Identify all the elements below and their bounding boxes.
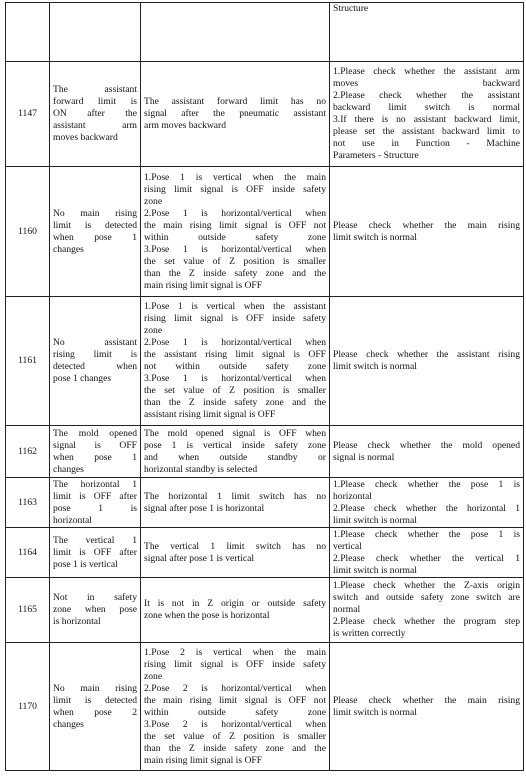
alarm-solution-line: normal [333, 604, 361, 615]
alarm-cause-line: 2.Pose 1 is horizontal/vertical when [144, 337, 326, 348]
table-row [6, 578, 524, 643]
alarm-name-line: changes [53, 243, 84, 255]
alarm-code: 1165 [6, 578, 50, 643]
alarm-cause [141, 62, 330, 167]
alarm-name-line: No main rising [53, 207, 137, 219]
alarm-cause-line: zone when the pose is horizontal [144, 610, 270, 621]
alarm-name-line: The vertical 1 [53, 534, 137, 546]
alarm-cause-line: zone [144, 195, 163, 207]
alarm-name-line: detected when [53, 361, 137, 372]
alarm-name-line: changes [53, 718, 84, 730]
alarm-cause-line: arm moves backward [144, 120, 227, 131]
alarm-name-line: assistant arm [53, 120, 137, 131]
alarm-table-body [6, 3, 524, 771]
alarm-cause-line: zone [144, 670, 163, 682]
alarm-solution-line: 2.Please check whether the program step [333, 616, 520, 627]
alarm-solution [330, 528, 524, 578]
alarm-solution [330, 3, 524, 62]
alarm-solution-line: limit switch is normal [333, 564, 417, 576]
alarm-solution-line: vertical [333, 540, 362, 552]
alarm-solution-line: please set the assistant backward limit to [333, 126, 520, 137]
alarm-name-line: rising limit is [53, 349, 137, 360]
alarm-name-line: zone when pose [53, 604, 137, 615]
alarm-name [50, 643, 141, 771]
alarm-cause-line: rising limit signal is OFF inside safety [144, 658, 326, 670]
alarm-cause-line: the main rising limit signal is OFF not [144, 694, 326, 706]
alarm-name-line: when pose 2 [53, 706, 137, 718]
alarm-solution-line: backward limit switch is normal [333, 102, 520, 113]
alarm-cause-line: signal after pose 1 is horizontal [144, 502, 265, 514]
alarm-cause-line: 1.Pose 2 is vertical when the main [144, 646, 326, 658]
alarm-cause-line: 3.Pose 1 is horizontal/vertical when [144, 243, 326, 255]
alarm-cause-line: 2.Pose 1 is horizontal/vertical when [144, 207, 326, 219]
alarm-cause-line: within outside safety zone [144, 231, 326, 243]
alarm-cause [141, 3, 330, 62]
alarm-cause-line: 3.Pose 1 is horizontal/vertical when [144, 373, 326, 384]
alarm-cause-line: than the Z inside safety zone and the [144, 267, 326, 279]
alarm-solution-line: 1.Please check whether the pose 1 is [333, 478, 520, 490]
alarm-cause [141, 643, 330, 771]
alarm-cause-line: 1.Pose 1 is vertical when the main [144, 171, 326, 183]
alarm-solution [330, 478, 524, 528]
alarm-name-line: signal is OFF [53, 439, 137, 451]
alarm-solution-line: 1.Please check whether the Z-axis origin [333, 580, 520, 591]
alarm-name-line: Not in safety [53, 592, 137, 603]
alarm-solution-line: is written correctly [333, 628, 406, 639]
alarm-code: 1163 [6, 478, 50, 528]
alarm-cause-line: main rising limit signal is OFF [144, 754, 263, 766]
alarm-solution-line: Please check whether the main rising [333, 694, 520, 706]
table-row [6, 297, 524, 426]
alarm-name-line: horizontal [53, 514, 92, 526]
alarm-name-line: No assistant [53, 337, 137, 348]
alarm-solution-line: 2.Please check whether the horizontal 1 [333, 502, 520, 514]
alarm-cause-line: the set value of Z position is smaller [144, 385, 326, 396]
table-row [6, 528, 524, 578]
alarm-solution-line: moves backward [333, 78, 520, 89]
alarm-cause [141, 478, 330, 528]
alarm-solution-line: not use in Function - Machine [333, 138, 520, 149]
table-row [6, 426, 524, 478]
alarm-code: 1160 [6, 167, 50, 297]
alarm-solution-line: limit switch is normal [333, 231, 417, 243]
alarm-cause-line: 2.Pose 2 is horizontal/vertical when [144, 682, 326, 694]
alarm-name [50, 297, 141, 426]
alarm-cause-line: than the Z inside safety zone and the [144, 397, 326, 408]
alarm-cause-line: The horizontal 1 limit switch has no [144, 490, 326, 502]
alarm-solution [330, 426, 524, 478]
alarm-cause [141, 578, 330, 643]
alarm-name [50, 528, 141, 578]
alarm-code: 1162 [6, 426, 50, 478]
alarm-cause [141, 528, 330, 578]
alarm-cause-line: than the Z inside safety zone and the [144, 742, 326, 754]
alarm-solution-line: Structure [333, 3, 369, 14]
alarm-solution-line: 2.Please check whether the vertical 1 [333, 552, 520, 564]
alarm-name [50, 426, 141, 478]
alarm-solution [330, 62, 524, 167]
alarm-cause-line: The vertical 1 limit switch has no [144, 540, 326, 552]
table-row [6, 478, 524, 528]
alarm-cause-line: the set value of Z position is smaller [144, 730, 326, 742]
alarm-solution [330, 578, 524, 643]
alarm-solution-line: 2.Please check whether the assistant [333, 90, 520, 101]
alarm-code: 1161 [6, 297, 50, 426]
alarm-cause-line: the set value of Z position is smaller [144, 255, 326, 267]
alarm-name-line: when pose 1 [53, 231, 137, 243]
alarm-name-line: pose 1 is vertical [53, 558, 118, 570]
alarm-table [5, 2, 524, 771]
alarm-name [50, 167, 141, 297]
alarm-cause-line: and when outside standby or [144, 451, 326, 463]
alarm-solution-line: 3.If there is no assistant backward limit, [333, 114, 520, 125]
alarm-name-line: limit is OFF after [53, 490, 137, 502]
alarm-cause-line: zone [144, 325, 163, 336]
alarm-cause-line: The mold opened signal is OFF when [144, 427, 326, 439]
alarm-name [50, 478, 141, 528]
alarm-solution [330, 167, 524, 297]
alarm-code: 1147 [6, 62, 50, 167]
alarm-cause [141, 167, 330, 297]
alarm-cause-line: assistant rising limit signal is OFF [144, 409, 276, 420]
alarm-cause [141, 297, 330, 426]
alarm-code: 1170 [6, 643, 50, 771]
alarm-name-line: pose 1 changes [53, 373, 112, 384]
alarm-cause-line: The assistant forward limit has no [144, 96, 326, 107]
alarm-name-line: limit is detected [53, 694, 137, 706]
alarm-name-line: The assistant [53, 84, 137, 95]
alarm-solution-line: Parameters - Structure [333, 150, 419, 161]
alarm-cause-line: within outside safety zone [144, 706, 326, 718]
alarm-name-line: changes [53, 463, 84, 475]
alarm-solution-line: limit switch is normal [333, 514, 417, 526]
alarm-name-line: The mold opened [53, 427, 137, 439]
alarm-cause-line: rising limit signal is OFF inside safety [144, 183, 326, 195]
alarm-cause-line: the main rising limit signal is OFF not [144, 219, 326, 231]
alarm-cause-line: It is not in Z origin or outside safety [144, 598, 326, 609]
alarm-solution-line: 1.Please check whether the assistant arm [333, 66, 520, 77]
alarm-solution [330, 297, 524, 426]
alarm-name-line: pose 1 is [53, 502, 137, 514]
table-row [6, 62, 524, 167]
alarm-name-line: ON after the [53, 108, 137, 119]
alarm-name-line: limit is OFF after [53, 546, 137, 558]
table-row [6, 3, 524, 62]
alarm-name-line: limit is detected [53, 219, 137, 231]
alarm-cause-line: not within outside safety zone [144, 361, 326, 372]
table-row [6, 167, 524, 297]
alarm-cause-line: 1.Pose 1 is vertical when the assistant [144, 301, 326, 312]
alarm-solution-line: horizontal [333, 490, 372, 502]
alarm-cause [141, 426, 330, 478]
alarm-cause-line: rising limit signal is OFF inside safety [144, 313, 326, 324]
alarm-name-line: when pose 1 [53, 451, 137, 463]
alarm-cause-line: main rising limit signal is OFF [144, 279, 263, 291]
alarm-cause-line: signal after the pneumatic assistant [144, 108, 326, 119]
alarm-solution-line: limit switch is normal [333, 361, 417, 372]
alarm-solution-line: signal is normal [333, 451, 395, 463]
alarm-name [50, 62, 141, 167]
alarm-solution-line: Please check whether the mold opened [333, 439, 520, 451]
alarm-name-line: moves backward [53, 132, 118, 143]
alarm-code: 1164 [6, 528, 50, 578]
alarm-solution-line: limit switch is normal [333, 706, 417, 718]
alarm-cause-line: horizontal standby is selected [144, 463, 258, 475]
alarm-solution-line: switch and outside safety zone switch are [333, 592, 520, 603]
table-row [6, 643, 524, 771]
alarm-name-line: No main rising [53, 682, 137, 694]
alarm-cause-line: pose 1 is vertical inside safety zone [144, 439, 326, 451]
alarm-cause-line: signal after pose 1 is vertical [144, 552, 255, 564]
alarm-name-line: is horizontal [53, 616, 101, 627]
alarm-name-line: forward limit is [53, 96, 137, 107]
alarm-name-line: The horizontal 1 [53, 478, 137, 490]
alarm-name [50, 578, 141, 643]
alarm-solution-line: 1.Please check whether the pose 1 is [333, 528, 520, 540]
alarm-cause-line: 3.Pose 2 is horizontal/vertical when [144, 718, 326, 730]
alarm-code [6, 3, 50, 62]
alarm-solution-line: Please check whether the assistant rising [333, 349, 520, 360]
alarm-solution-line: Please check whether the main rising [333, 219, 520, 231]
alarm-name [50, 3, 141, 62]
alarm-solution [330, 643, 524, 771]
alarm-cause-line: the assistant rising limit signal is OFF [144, 349, 326, 360]
